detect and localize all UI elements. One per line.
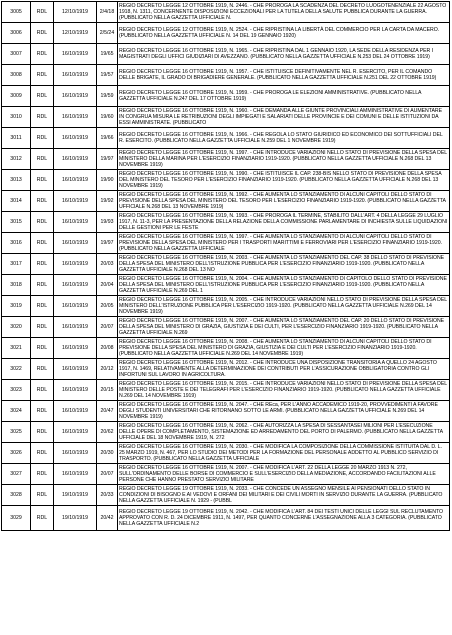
act-code-cell: 20/04 xyxy=(97,275,118,296)
act-description-cell: REGIO DECRETO LEGGE 12 OTTOBRE 1919, N. 2446. - CHE PROROGA LA SCADENZA DEL DECRETO LUOGOTENENZIALE 22 AGOSTO 1918, N. 1311, CONCERNENTE DISPOSIZIONI ECCEZIONALI PER LA TUTELA DELLA SALUTE PUBBLICA DURANTE LA GUERRA. (PUBBLICATO NELLA GAZZETTA UFFICIALE N. xyxy=(118,2,450,23)
act-type-cell: RDL xyxy=(31,485,54,506)
act-code-cell: 2/5/24 xyxy=(97,23,118,44)
act-date-cell: 16/10/1919 xyxy=(54,338,97,359)
record-number-cell: 3026 xyxy=(2,443,31,464)
act-description-cell: REGIO DECRETO LEGGE 16 OTTOBRE 1919, N. 1990. - CHE ISTITUISCE IL CAP. 238-BIS NELLO STATO DI PREVISIONE DELLA SPESA DEL MINISTERO DEL TESORO PER L'ESERCIZIO FINANZIARIO 1919-1920. (PUBBLICATO NELLA GAZZETTA UFFICIALE N.268 DEL 13 NOVEMBRE 1919) xyxy=(118,170,450,191)
act-date-cell: 16/10/1919 xyxy=(54,422,97,443)
act-code-cell: 20/12 xyxy=(97,359,118,380)
act-date-cell: 16/10/1919 xyxy=(54,212,97,233)
act-code-cell: 19/65 xyxy=(97,44,118,65)
table-row xyxy=(2,338,450,359)
table-row xyxy=(2,380,450,401)
table-row xyxy=(2,443,450,464)
act-date-cell: 16/10/1919 xyxy=(54,401,97,422)
act-code-cell: 20/62 xyxy=(97,422,118,443)
act-type-cell: RDL xyxy=(31,401,54,422)
act-description-cell: REGIO DECRETO LEGGE 19 OTTOBRE 1919, N. 2042. - CHE MODIFICA L'ART. 84 DEI TESTI UNICI DELLE LEGGI SUL RECLUTAMENTO APPROVATO CON R. D. 24 DICEMBRE 1911, N. 1497, PER QUANTO CONCERNE L'ASSEGNAZIONE ALLA 3 CATEGORIA. (PUBBLICATO NELLA GAZZETTA UFFICIALE N.2 xyxy=(118,506,450,531)
act-code-cell: 19/93 xyxy=(97,212,118,233)
act-code-cell: 20/42 xyxy=(97,506,118,531)
record-number-cell: 3020 xyxy=(2,317,31,338)
act-code-cell: 2/4/18 xyxy=(97,2,118,23)
act-description-cell: REGIO DECRETO LEGGE 16 OTTOBRE 1919, N. 1992. - CHE AUMENTA LO STANZIAMENTO DI ALCUNI CAPITOLI DELLO STATO DI PREVISIONE DELLA SPESA DEL MINISTERO DEL TESORO PER L'ESERCIZIO FINANZIARIO 1919-1920. (PUBBLICATO NELLA GAZZETTA UFFICIALE N.268 DEL 13 NOVEMBRE 1919) xyxy=(118,191,450,212)
act-code-cell: 20/30 xyxy=(97,443,118,464)
act-date-cell: 16/10/1919 xyxy=(54,86,97,107)
act-type-cell: RDL xyxy=(31,65,54,86)
act-code-cell: 20/07 xyxy=(97,464,118,485)
act-description-cell: REGIO DECRETO LEGGE 16 OTTOBRE 1919, N. 1997. - CHE INTRODUCE VARIAZIONI NELLO STATO DI PREVISIONE DELLA SPESA DEL MINISTERO DELLA MARINA PER L'ESERCIZIO FINANZIARIO 1919-1920. (PUBBLICATO NELLA GAZZETTA UFFICIALE N.268 DEL 13 NOVEMBRE 1919) xyxy=(118,149,450,170)
act-type-cell: RDL xyxy=(31,254,54,275)
act-code-cell: 19/90 xyxy=(97,170,118,191)
record-number-cell: 3014 xyxy=(2,191,31,212)
act-date-cell: 16/10/1919 xyxy=(54,464,97,485)
table-row xyxy=(2,506,450,531)
act-code-cell: 20/05 xyxy=(97,296,118,317)
record-number-cell: 3019 xyxy=(2,296,31,317)
record-number-cell: 3022 xyxy=(2,359,31,380)
act-date-cell: 16/10/1919 xyxy=(54,107,97,128)
act-description-cell: REGIO DECRETO LEGGE 16 OTTOBRE 1919, N. 1993. - CHE PROROGA IL TERMINE, STABILITO DALL'ART. 4 DELLA LEGGE 29 LUGLIO 1917, N. 11-3, PER LA PRESENTAZIONE DELLA RELAZIONE DELLA COMMISSIONE PARLAMENTARE DI INCHIESTA SULLE LIQUIDAZIONI DELLE GESTIONI PER LE FESTE xyxy=(118,212,450,233)
act-description-cell: REGIO DECRETO LEGGE 16 OTTOBRE 1919, N. 2007. - CHE AUMENTA LO STANZIAMENTO DEL CAP. 20 DELLO STATO DI PREVISIONE DELLA SPESA DEL MINISTERO DI GRAZIA, GIUSTIZIA E DEI CULTI, PER L'ESERCIZIO FINANZIARIO 1919-1920. (PUBBLICATO NELLA GAZZETTA UFFICIALE N.269 xyxy=(118,317,450,338)
record-number-cell: 3021 xyxy=(2,338,31,359)
act-date-cell: 16/10/1919 xyxy=(54,275,97,296)
act-description-cell: REGIO DECRETO LEGGE 16 OTTOBRE 1919, N. 1997. - CHE AUMENTA LO STANZIAMENTO DI ALCUNI CAPITOLI DELLO STATO DI PREVISIONE DELLA SPESA DEL MINISTERO PER I TRASPORTI MARITTIMI E FERROVIARI PER L'ESERCIZIO FINANZIARIO 1919-1920. (PUBBLICATO NELLA GAZZETTA UFFICIALE xyxy=(118,233,450,254)
table-row xyxy=(2,191,450,212)
act-type-cell: RDL xyxy=(31,296,54,317)
table-row xyxy=(2,275,450,296)
act-description-cell: REGIO DECRETO LEGGE 16 OTTOBRE 1919, N. 1960. - CHE DEMANDA ALLE GIUNTE PROVINCIALI AMMINISTRATIVE DI AUMENTARE IN CONGRUA MISURA LE RETRIBUZIONI DEGLI IMPIEGATI E SALARIATI DELLE PROVINCIE E DEI COMUNI E DELLE ISTITUZIONI DA ESSI AMMINISTRATE. (PUBBLICATO xyxy=(118,107,450,128)
record-number-cell: 3007 xyxy=(2,44,31,65)
record-number-cell: 3011 xyxy=(2,128,31,149)
act-type-cell: RDL xyxy=(31,44,54,65)
act-date-cell: 16/10/1919 xyxy=(54,359,97,380)
act-type-cell: RDL xyxy=(31,23,54,44)
record-number-cell: 3024 xyxy=(2,401,31,422)
act-code-cell: 19/57 xyxy=(97,65,118,86)
act-code-cell: 20/47 xyxy=(97,401,118,422)
act-type-cell: RDL xyxy=(31,2,54,23)
act-date-cell: 16/10/1919 xyxy=(54,317,97,338)
record-number-cell: 3025 xyxy=(2,422,31,443)
record-number-cell: 3010 xyxy=(2,107,31,128)
act-code-cell: 20/08 xyxy=(97,338,118,359)
table-row xyxy=(2,65,450,86)
act-description-cell: REGIO DECRETO LEGGE 16 OTTOBRE 1919, N. 2047. - CHE REca, PER L'ANNO ACCADEMICO 1919-20, PROVVEDIMENTI A FAVORE DEGLI STUDENTI UNIVERSITARI CHE RITORNANO SOTTO LE ARMI. (PUBBLICATO NELLA GAZZETTA UFFICIALE N.269 DEL 14 NOVEMBRE 1919) xyxy=(118,401,450,422)
act-code-cell: 20/07 xyxy=(97,317,118,338)
register-table-body xyxy=(2,2,450,531)
act-description-cell: REGIO DECRETO LEGGE 16 OTTOBRE 1919, N. 1966. - CHE REGOLA LO STATO GIURIDICO ED ECONOMICO DEI SOTTUFFICIALI DEL R. ESERCITO. (PUBBLICATO NELLA GAZZETTA UFFICIALE N.259 DEL 1 NOVEMBRE 1919) xyxy=(118,128,450,149)
act-code-cell: 20/33 xyxy=(97,485,118,506)
act-description-cell: REGIO DECRETO LEGGE 16 OTTOBRE 1919, N. 2005. - CHE INTRODUCE VARIAZIONI NELLO STATO DI PREVISIONE DELLA SPESA DEL MINISTERO DELL'ISTRUZIONE PUBBLICA PER L'ESERCIZIO 1919-1920. (PUBBLICATO NELLA GAZZETTA UFFICIALE N.269 DEL 14 NOVEMBRE 1919) xyxy=(118,296,450,317)
table-row xyxy=(2,44,450,65)
act-type-cell: RDL xyxy=(31,443,54,464)
act-type-cell: RDL xyxy=(31,86,54,107)
act-description-cell: REGIO DECRETO LEGGE 16 OTTOBRE 1919, N. 2062. - CHE AUTORIZZA LA SPESA DI SESSANTASEI MILIONI PER L'ESECUZIONE DELLE OPERE DI COMPLETAMENTO, SISTEMAZIONE ED ARREDAMENTO DEL PORTO DI PALERMO. (PUBBLICATO NELLA GAZZETTA UFFICIALE DEL 18 NOVEMBRE 1919, N. 272 xyxy=(118,422,450,443)
act-date-cell: 12/10/1919 xyxy=(54,23,97,44)
act-description-cell: REGIO DECRETO LEGGE 16 OTTOBRE 1919, N. 2008. - CHE AUMENTA LO STANZIAMENTO DI ALCUNI CAPITOLI DELLO STATO DI PREVISIONE DELLA SPESA DEL MINISTERO DI GRAZIA, GIUSTIZIA E DEI CULTI PER L'ESERCIZIO FINANZIARIO 1919-1920. (PUBBLICATO NELLA GAZZETTA UFFICIALE N.269 DEL 14 NOVEMBRE 1919) xyxy=(118,338,450,359)
act-description-cell: REGIO DECRETO LEGGE 12 OTTOBRE 1919, N. 2524. - CHE RIPRISTINA LA LIBERTÀ DEL COMMERCIO PER LA CARTA DA MACERO. (PUBBLICATO NELLA GAZZETTA UFFICIALE N. 14 DEL 19 GENNAIO 1920) xyxy=(118,23,450,44)
act-type-cell: RDL xyxy=(31,275,54,296)
table-row xyxy=(2,485,450,506)
act-type-cell: RDL xyxy=(31,464,54,485)
act-type-cell: RDL xyxy=(31,506,54,531)
act-type-cell: RDL xyxy=(31,212,54,233)
act-code-cell: 19/66 xyxy=(97,128,118,149)
table-row xyxy=(2,254,450,275)
record-number-cell: 3027 xyxy=(2,464,31,485)
act-date-cell: 19/10/1919 xyxy=(54,485,97,506)
record-number-cell: 3018 xyxy=(2,275,31,296)
act-type-cell: RDL xyxy=(31,128,54,149)
act-type-cell: RDL xyxy=(31,191,54,212)
act-date-cell: 12/10/1919 xyxy=(54,2,97,23)
act-code-cell: 20/15 xyxy=(97,380,118,401)
record-number-cell: 3023 xyxy=(2,380,31,401)
act-description-cell: REGIO DECRETO LEGGE 16 OTTOBRE 1919, N. 2030. - CHE MODIFICA LA COMPOSIZIONE DELLA COMMISSIONE ISTITUITA DAL D. L. 25 MARZO 1919, N. 467, PER LO STUDIO DEI METODI PER LA FORMAZIONE DEL PERSONALE ADDETTO AL PUBBLICO SERVIZIO DI TRASPORTO. (PUBBLICATO NELLA GAZZETTA UFFICIALE xyxy=(118,443,450,464)
act-code-cell: 19/60 xyxy=(97,107,118,128)
table-row xyxy=(2,170,450,191)
act-type-cell: RDL xyxy=(31,107,54,128)
table-row xyxy=(2,233,450,254)
act-description-cell: REGIO DECRETO LEGGE 19 OTTOBRE 1919, N. 2033. - CHE CONCEDE UN ASSEGNO MENSILE AI PENSIONATI DELLO STATO IN CONDIZIONI DI BISOGNO E AI VEDOVI E ORFANI DEI MILITARI E DEI CIVILI MORTI IN SERVIZIO DURANTE LA GUERRA. (PUBBLICATO NELLA GAZZETTA UFFICIALE N. 1929 - (PUBBL xyxy=(118,485,450,506)
act-date-cell: 19/10/1919 xyxy=(54,506,97,531)
record-number-cell: 3009 xyxy=(2,86,31,107)
act-date-cell: 16/10/1919 xyxy=(54,254,97,275)
act-description-cell: REGIO DECRETO LEGGE 16 OTTOBRE 1919, N. 2004. - CHE AUMENTA LO STANZIAMENTO DI CAPITOLO DELLO STATO DI PREVISIONE DELLA SPESA DEL MINISTERO DELL'ISTRUZIONE PUBBLICA PER L'ESERCIZIO FINANZIARIO 1919-1920. (PUBBLICATO NELLA GAZZETTA UFFICIALE N.269 DEL 1 xyxy=(118,275,450,296)
act-date-cell: 16/10/1919 xyxy=(54,296,97,317)
record-number-cell: 3008 xyxy=(2,65,31,86)
table-row xyxy=(2,128,450,149)
act-code-cell: 19/92 xyxy=(97,191,118,212)
table-row xyxy=(2,422,450,443)
record-number-cell: 3015 xyxy=(2,212,31,233)
act-date-cell: 16/10/1919 xyxy=(54,233,97,254)
table-row xyxy=(2,317,450,338)
act-type-cell: RDL xyxy=(31,170,54,191)
act-type-cell: RDL xyxy=(31,380,54,401)
act-date-cell: 16/10/1919 xyxy=(54,170,97,191)
act-date-cell: 16/10/1919 xyxy=(54,149,97,170)
act-date-cell: 16/10/1919 xyxy=(54,380,97,401)
act-date-cell: 16/10/1919 xyxy=(54,191,97,212)
act-date-cell: 16/10/1919 xyxy=(54,128,97,149)
act-date-cell: 16/10/1919 xyxy=(54,443,97,464)
act-description-cell: REGIO DECRETO LEGGE 16 OTTOBRE 1919, N. 1959. - CHE PROROGA LE ELEZIONI AMMINISTRATIVE. (PUBBLICATO NELLA GAZZETTA UFFICIALE N.247 DEL 17 OTTOBRE 1919) xyxy=(118,86,450,107)
act-description-cell: REGIO DECRETO LEGGE 16 OTTOBRE 1919, N. 2003. - CHE AUMENTA LO STANZIAMENTO DEL CAP. 38 DELLO STATO DI PREVISIONE DELLA SPESA DEL MINISTERO DELL'ISTRUZIONE PUBBLICA PER L'ESERCIZIO FINANZIARIO 1919-1920. (PUBBLICATO NELLA GAZZETTA UFFICIALE N.268 DEL 13 NO xyxy=(118,254,450,275)
record-number-cell: 3028 xyxy=(2,485,31,506)
act-description-cell: REGIO DECRETO LEGGE 16 OTTOBRE 1919, N. 2015. - CHE INTRODUCE VARIAZIONI NELLO STATO DI PREVISIONE DELLA SPESA DEL MINISTERO DELLE POSTE E DEI TELEGRAFI PER L'ESERCIZIO FINANZIARIO 1919-1920. (PUBBLICATO NELLA GAZZETTA UFFICIALE N.269 DEL 14 NOVEMBRE 1919) xyxy=(118,380,450,401)
record-number-cell: 3029 xyxy=(2,506,31,531)
act-description-cell: REGIO DECRETO LEGGE 16 OTTOBRE 1919, N. 2012. - CHE INTRODUCE UNA DISPOSIZIONE TRANSITORIA A QUELLO 24 AGOSTO 1917, N. 1469, RELATIVAMENTE ALLA DETERMINAZIONE DEI CONTRIBUTI PER L'ASSICURAZIONE OBBLIGATORIA CONTRO GLI INFORTUNI SUL LAVORO IN AGRICOLTURA. xyxy=(118,359,450,380)
act-code-cell: 19/97 xyxy=(97,149,118,170)
table-row xyxy=(2,23,450,44)
record-number-cell: 3013 xyxy=(2,170,31,191)
legislation-register-table xyxy=(1,1,450,531)
act-code-cell: 19/97 xyxy=(97,233,118,254)
act-description-cell: REGIO DECRETO LEGGE 16 OTTOBRE 1919, N. 1957. - CHE ISTITUISCE DEFINITIVAMENTE NEL R. ESERCITO, PER IL COMANDO DELLE BRIGATE, IL GRADO DI BRIGADIERE GENERALE. (PUBBLICATO NELLA GAZZETTA UFFICIALE N.251 DEL 22 OTTOBRE 1919) xyxy=(118,65,450,86)
table-row xyxy=(2,107,450,128)
act-code-cell: 20/03 xyxy=(97,254,118,275)
table-row xyxy=(2,212,450,233)
act-type-cell: RDL xyxy=(31,359,54,380)
act-type-cell: RDL xyxy=(31,149,54,170)
table-row xyxy=(2,359,450,380)
table-row xyxy=(2,149,450,170)
act-type-cell: RDL xyxy=(31,422,54,443)
record-number-cell: 3012 xyxy=(2,149,31,170)
act-type-cell: RDL xyxy=(31,233,54,254)
act-description-cell: REGIO DECRETO LEGGE 16 OTTOBRE 1919, N. 1965. - CHE RIPRISTINA DAL 1 GENNAIO 1920, LA SEDE DELLA RESIDENZA PER I MAGISTRATI DEGLI UFFICI GIUDIZIARI DI AVEZZANO. (PUBBLICATO NELLA GAZZETTA UFFICIALE N.253 DEL 24 OTTOBRE 1919) xyxy=(118,44,450,65)
act-date-cell: 16/10/1919 xyxy=(54,65,97,86)
record-number-cell: 3016 xyxy=(2,233,31,254)
table-row xyxy=(2,296,450,317)
act-code-cell: 19/59 xyxy=(97,86,118,107)
table-row xyxy=(2,2,450,23)
record-number-cell: 3017 xyxy=(2,254,31,275)
act-type-cell: RDL xyxy=(31,338,54,359)
table-row xyxy=(2,401,450,422)
record-number-cell: 3006 xyxy=(2,23,31,44)
act-date-cell: 16/10/1919 xyxy=(54,44,97,65)
record-number-cell: 3005 xyxy=(2,2,31,23)
act-description-cell: REGIO DECRETO LEGGE 16 OTTOBRE 1919, N. 2007. - CHE MODIFICA L'ART. 22 DELLA LEGGE 20 MARZO 1913 N. 272, SULL'ORDINAMENTO DELLE BORSE DI COMMERCIO E SULL'ESERCIZIO DELLA MEDIAZIONE, ACCORDANDO FACILITAZIONI ALLE PERSONE CHE HANNO PRESTATO SERVIZIO MILITARE xyxy=(118,464,450,485)
table-row xyxy=(2,464,450,485)
act-type-cell: RDL xyxy=(31,317,54,338)
table-row xyxy=(2,86,450,107)
